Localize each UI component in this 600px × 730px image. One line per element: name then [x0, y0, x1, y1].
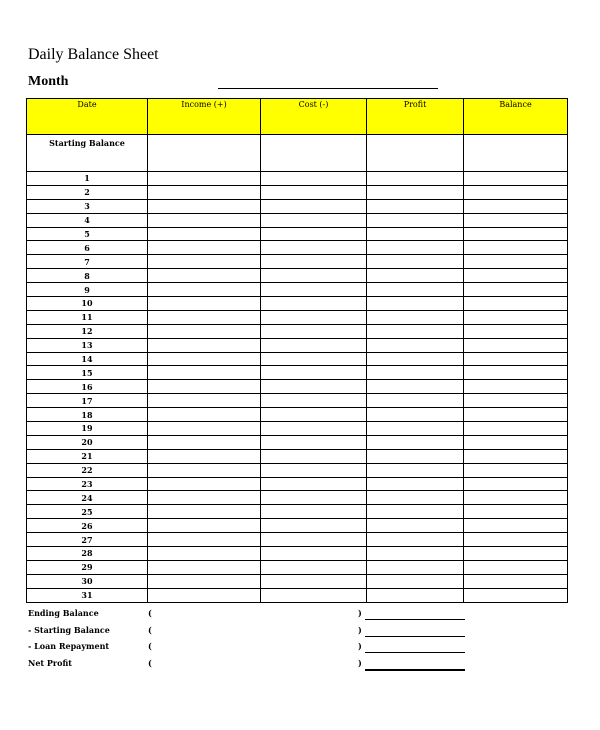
header-date: Date [27, 99, 148, 135]
table-cell[interactable] [367, 199, 464, 213]
table-row [27, 172, 568, 186]
table-cell[interactable] [148, 547, 261, 561]
day-number: 18 [27, 408, 148, 422]
balance-table [26, 98, 568, 603]
table-row [27, 519, 568, 533]
table-cell[interactable] [148, 227, 261, 241]
table-cell[interactable] [148, 491, 261, 505]
table-cell[interactable] [464, 477, 568, 491]
table-cell[interactable] [261, 338, 367, 352]
day-number: 7 [27, 255, 148, 269]
table-cell[interactable] [261, 574, 367, 588]
table-row [27, 227, 568, 241]
table-cell[interactable] [464, 519, 568, 533]
table-cell[interactable] [367, 241, 464, 255]
table-cell[interactable] [148, 574, 261, 588]
table-cell[interactable] [464, 213, 568, 227]
summary-input-line[interactable] [365, 669, 465, 671]
day-number: 25 [27, 505, 148, 519]
day-number: 14 [27, 352, 148, 366]
table-cell[interactable] [261, 213, 367, 227]
header-profit: Profit [367, 99, 464, 135]
table-cell[interactable] [464, 588, 568, 602]
table-cell[interactable] [367, 269, 464, 283]
table-cell[interactable] [261, 547, 367, 561]
table-cell[interactable] [464, 547, 568, 561]
table-cell[interactable] [464, 560, 568, 574]
table-cell[interactable] [261, 135, 367, 172]
month-input-line[interactable] [218, 88, 438, 89]
table-row [27, 491, 568, 505]
table-cell[interactable] [148, 255, 261, 269]
table-row [27, 269, 568, 283]
table-row [27, 435, 568, 449]
day-number: 9 [27, 283, 148, 297]
summary-input-line[interactable] [365, 619, 465, 620]
table-cell[interactable] [367, 422, 464, 436]
table-row [27, 283, 568, 297]
table-cell[interactable] [367, 310, 464, 324]
day-number: 5 [27, 227, 148, 241]
table-cell[interactable] [261, 588, 367, 602]
table-row [27, 213, 568, 227]
table-cell[interactable] [261, 449, 367, 463]
table-row [27, 449, 568, 463]
table-cell[interactable] [261, 505, 367, 519]
table-row [27, 185, 568, 199]
table-cell[interactable] [464, 463, 568, 477]
table-cell[interactable] [464, 380, 568, 394]
day-number: 24 [27, 491, 148, 505]
table-cell[interactable] [464, 255, 568, 269]
table-cell[interactable] [367, 338, 464, 352]
table-cell[interactable] [464, 338, 568, 352]
table-cell[interactable] [261, 463, 367, 477]
table-cell[interactable] [464, 491, 568, 505]
table-row [27, 352, 568, 366]
table-cell[interactable] [148, 422, 261, 436]
table-cell[interactable] [261, 324, 367, 338]
day-number: 17 [27, 394, 148, 408]
summary-label: Ending Balance [28, 608, 99, 618]
table-row [27, 324, 568, 338]
summary-close-paren: ) [358, 608, 362, 618]
table-cell[interactable] [367, 560, 464, 574]
table-cell[interactable] [261, 241, 367, 255]
table-cell[interactable] [464, 533, 568, 547]
table-cell[interactable] [464, 324, 568, 338]
day-number: 20 [27, 435, 148, 449]
table-row [27, 199, 568, 213]
table-cell[interactable] [261, 172, 367, 186]
table-cell[interactable] [148, 241, 261, 255]
table-cell[interactable] [148, 449, 261, 463]
day-number: 19 [27, 422, 148, 436]
table-cell[interactable] [367, 547, 464, 561]
table-row [27, 422, 568, 436]
table-cell[interactable] [367, 255, 464, 269]
table-row [27, 505, 568, 519]
table-cell[interactable] [261, 380, 367, 394]
table-cell[interactable] [367, 283, 464, 297]
table-cell[interactable] [464, 394, 568, 408]
summary-row [28, 625, 478, 642]
table-cell[interactable] [148, 283, 261, 297]
table-cell[interactable] [261, 394, 367, 408]
table-row [27, 241, 568, 255]
table-cell[interactable] [148, 310, 261, 324]
table-cell[interactable] [148, 135, 261, 172]
summary-label: - Starting Balance [28, 624, 110, 635]
table-cell[interactable] [261, 352, 367, 366]
table-cell[interactable] [464, 297, 568, 311]
table-cell[interactable] [367, 477, 464, 491]
day-number: 21 [27, 449, 148, 463]
table-cell[interactable] [148, 380, 261, 394]
day-number: 30 [27, 574, 148, 588]
table-cell[interactable] [148, 213, 261, 227]
table-cell[interactable] [367, 352, 464, 366]
table-cell[interactable] [367, 394, 464, 408]
page-title: Daily Balance Sheet [28, 46, 159, 63]
table-cell[interactable] [464, 352, 568, 366]
table-row [27, 297, 568, 311]
table-cell[interactable] [464, 366, 568, 380]
table-row [27, 310, 568, 324]
table-cell[interactable] [261, 310, 367, 324]
summary-label: Net Profit [28, 657, 72, 668]
table-cell[interactable] [367, 491, 464, 505]
header-cost: Cost (-) [261, 99, 367, 135]
day-number: 29 [27, 560, 148, 574]
day-number: 4 [27, 213, 148, 227]
table-cell[interactable] [148, 352, 261, 366]
starting-balance-row [27, 135, 568, 172]
day-number: 23 [27, 477, 148, 491]
table-cell[interactable] [148, 269, 261, 283]
table-cell[interactable] [148, 435, 261, 449]
day-number: 6 [27, 241, 148, 255]
table-cell[interactable] [367, 574, 464, 588]
day-number: 10 [27, 297, 148, 311]
table-row [27, 255, 568, 269]
day-number: 2 [27, 185, 148, 199]
table-row [27, 338, 568, 352]
table-cell[interactable] [148, 297, 261, 311]
starting-balance-label: Starting Balance [27, 135, 148, 172]
table-row [27, 588, 568, 602]
table-cell[interactable] [148, 463, 261, 477]
table-cell[interactable] [367, 213, 464, 227]
summary-open-paren: ( [148, 608, 152, 618]
day-number: 1 [27, 172, 148, 186]
summary-open-paren: ( [148, 641, 152, 651]
table-cell[interactable] [261, 519, 367, 533]
table-cell[interactable] [367, 588, 464, 602]
table-cell[interactable] [367, 519, 464, 533]
day-number: 31 [27, 588, 148, 602]
table-row [27, 408, 568, 422]
table-cell[interactable] [367, 449, 464, 463]
table-row [27, 560, 568, 574]
table-row [27, 380, 568, 394]
table-cell[interactable] [464, 241, 568, 255]
table-cell[interactable] [261, 199, 367, 213]
table-cell[interactable] [464, 135, 568, 172]
table-cell[interactable] [148, 533, 261, 547]
table-cell[interactable] [261, 283, 367, 297]
table-cell[interactable] [148, 560, 261, 574]
table-cell[interactable] [261, 366, 367, 380]
table-cell[interactable] [148, 185, 261, 199]
summary-close-paren: ) [358, 641, 362, 651]
table-cell[interactable] [261, 408, 367, 422]
table-cell[interactable] [367, 505, 464, 519]
table-cell[interactable] [148, 338, 261, 352]
day-number: 28 [27, 547, 148, 561]
table-row [27, 574, 568, 588]
table-cell[interactable] [261, 435, 367, 449]
table-cell[interactable] [464, 435, 568, 449]
table-cell[interactable] [464, 199, 568, 213]
table-cell[interactable] [261, 255, 367, 269]
table-cell[interactable] [148, 505, 261, 519]
day-number: 15 [27, 366, 148, 380]
day-number: 16 [27, 380, 148, 394]
table-cell[interactable] [464, 449, 568, 463]
day-number: 22 [27, 463, 148, 477]
summary-label: - Loan Repayment [28, 641, 110, 651]
header-balance: Balance [464, 99, 568, 135]
table-cell[interactable] [261, 477, 367, 491]
table-cell[interactable] [464, 408, 568, 422]
table-cell[interactable] [261, 227, 367, 241]
table-cell[interactable] [367, 324, 464, 338]
header-row [27, 99, 568, 135]
table-cell[interactable] [148, 199, 261, 213]
table-cell[interactable] [464, 310, 568, 324]
table-cell[interactable] [464, 185, 568, 199]
table-cell[interactable] [148, 324, 261, 338]
day-number: 11 [27, 310, 148, 324]
summary-row [28, 641, 478, 658]
table-row [27, 547, 568, 561]
table-cell[interactable] [464, 283, 568, 297]
summary-input-line[interactable] [365, 636, 465, 637]
table-cell[interactable] [464, 172, 568, 186]
table-cell[interactable] [367, 435, 464, 449]
day-number: 12 [27, 324, 148, 338]
day-number: 8 [27, 269, 148, 283]
table-cell[interactable] [261, 269, 367, 283]
summary-close-paren: ) [358, 657, 362, 668]
table-cell[interactable] [367, 533, 464, 547]
table-cell[interactable] [367, 380, 464, 394]
table-cell[interactable] [261, 560, 367, 574]
table-row [27, 394, 568, 408]
day-number: 27 [27, 533, 148, 547]
summary-input-line[interactable] [365, 652, 465, 653]
table-cell[interactable] [367, 297, 464, 311]
table-cell[interactable] [261, 297, 367, 311]
summary-open-paren: ( [148, 624, 152, 635]
table-row [27, 477, 568, 491]
table-cell[interactable] [148, 588, 261, 602]
table-row [27, 366, 568, 380]
table-row [27, 533, 568, 547]
table-cell[interactable] [367, 135, 464, 172]
day-number: 26 [27, 519, 148, 533]
table-row [27, 463, 568, 477]
table-cell[interactable] [367, 227, 464, 241]
table-cell[interactable] [148, 172, 261, 186]
table-cell[interactable] [367, 408, 464, 422]
table-cell[interactable] [464, 422, 568, 436]
table-cell[interactable] [464, 269, 568, 283]
table-cell[interactable] [367, 366, 464, 380]
table-cell[interactable] [148, 394, 261, 408]
table-cell[interactable] [464, 505, 568, 519]
month-label: Month [28, 74, 69, 89]
table-cell[interactable] [367, 463, 464, 477]
summary-row [28, 658, 478, 675]
summary-section [28, 608, 478, 674]
table-cell[interactable] [464, 227, 568, 241]
table-cell[interactable] [261, 533, 367, 547]
summary-close-paren: ) [358, 624, 362, 635]
header-income: Income (+) [148, 99, 261, 135]
table-cell[interactable] [148, 477, 261, 491]
day-number: 13 [27, 338, 148, 352]
table-cell[interactable] [148, 519, 261, 533]
table-cell[interactable] [367, 185, 464, 199]
table-cell[interactable] [464, 574, 568, 588]
table-cell[interactable] [261, 185, 367, 199]
table-cell[interactable] [148, 366, 261, 380]
day-number: 3 [27, 199, 148, 213]
summary-open-paren: ( [148, 657, 152, 668]
summary-row [28, 608, 478, 625]
table-cell[interactable] [261, 422, 367, 436]
table-cell[interactable] [367, 172, 464, 186]
table-cell[interactable] [261, 491, 367, 505]
table-cell[interactable] [148, 408, 261, 422]
